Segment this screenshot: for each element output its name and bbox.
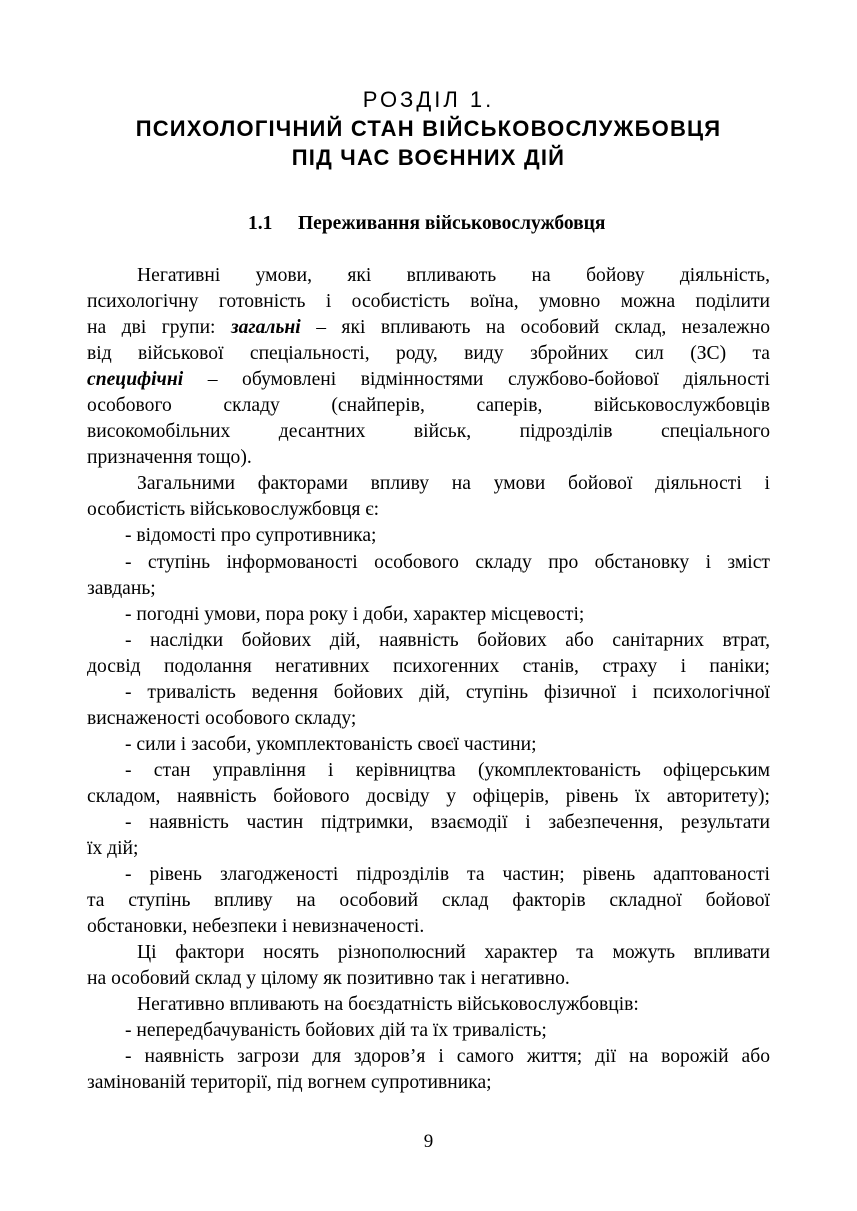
list-item-continuation: та ступінь впливу на особовий склад факторів складної бойової [87,890,770,911]
text-run: – обумовлені відмінностями службово-бойової діяльності [183,369,770,390]
list-item: - непередбачуваність бойових дій та їх тривалість; [125,1020,547,1041]
list-item: - ступінь інформованості особового складу про обстановку і зміст [125,552,770,573]
chapter-label: РОЗДІЛ 1. [362,87,495,112]
paragraph-line: від військової спеціальності, роду, виду збройних сил (ЗС) та [87,343,770,364]
list-item: - тривалість ведення бойових дій, ступінь фізичної і психологічної [125,682,770,703]
list-item-continuation: їх дій; [87,838,139,859]
paragraph-line: Негативно впливають на боєздатність військовослужбовців: [137,994,639,1015]
term-specific: специфічні [87,369,184,390]
list-item-continuation: складом, наявність бойового досвіду у офіцерів, рівень їх авторитету); [87,786,770,807]
paragraph-line: особового складу (снайперів, саперів, військовослужбовців [87,395,770,416]
paragraph-line: особистість військовослужбовця є: [87,499,380,520]
list-item: - погодні умови, пора року і доби, характер місцевості; [125,604,585,625]
paragraph-line: психологічну готовність і особистість воїна, умовно можна поділити [87,291,770,312]
page-number: 9 [423,1131,434,1152]
chapter-title-line-2: ПІД ЧАС ВОЄННИХ ДІЙ [291,145,566,170]
section-title: Переживання військовослужбовця [298,213,606,234]
list-item: - сили і засоби, укомплектованість своєї частини; [125,734,537,755]
paragraph-line [87,315,770,341]
list-item: - наявність частин підтримки, взаємодії і забезпечення, результати [125,812,770,833]
paragraph-line: Загальними факторами впливу на умови бойової діяльності і [137,473,770,494]
list-item: - рівень злагодженості підрозділів та частин; рівень адаптованості [125,864,770,885]
list-item-continuation: обстановки, небезпеки і невизначеності. [87,916,425,937]
chapter-title-line-1: ПСИХОЛОГІЧНИЙ СТАН ВІЙСЬКОВОСЛУЖБОВЦЯ [135,116,722,141]
paragraph-line: призначення тощо). [87,447,252,468]
list-item-continuation: замінованій території, під вогнем супротивника; [87,1072,492,1093]
list-item: - відомості про супротивника; [125,525,377,546]
paragraph-line [87,367,770,393]
list-item: - наслідки бойових дій, наявність бойових або санітарних втрат, [125,630,770,651]
list-item-continuation: виснаженості особового складу; [87,708,357,729]
section-heading [248,210,605,238]
list-item: - наявність загрози для здоров’я і самого життя; дії на ворожій або [125,1046,770,1067]
paragraph-line: на особовий склад у цілому як позитивно так і негативно. [87,968,570,989]
paragraph-line: Ці фактори носять різнополюсний характер та можуть впливати [137,942,770,963]
paragraph-line: високомобільних десантних військ, підрозділів спеціального [87,421,770,442]
paragraph-line: Негативні умови, які впливають на бойову діяльність, [137,265,770,286]
list-item-continuation: завдань; [87,578,156,599]
list-item-continuation: досвід подолання негативних психогенних станів, страху і паніки; [87,656,770,677]
chapter-title [0,114,857,172]
text-run: – які впливають на особовий склад, незалежно [300,317,770,338]
section-number: 1.1 [248,213,273,234]
term-general: загальні [230,317,301,338]
text-run: на дві групи: [87,317,231,338]
list-item: - стан управління і керівництва (укомплектованість офіцерським [125,760,770,781]
